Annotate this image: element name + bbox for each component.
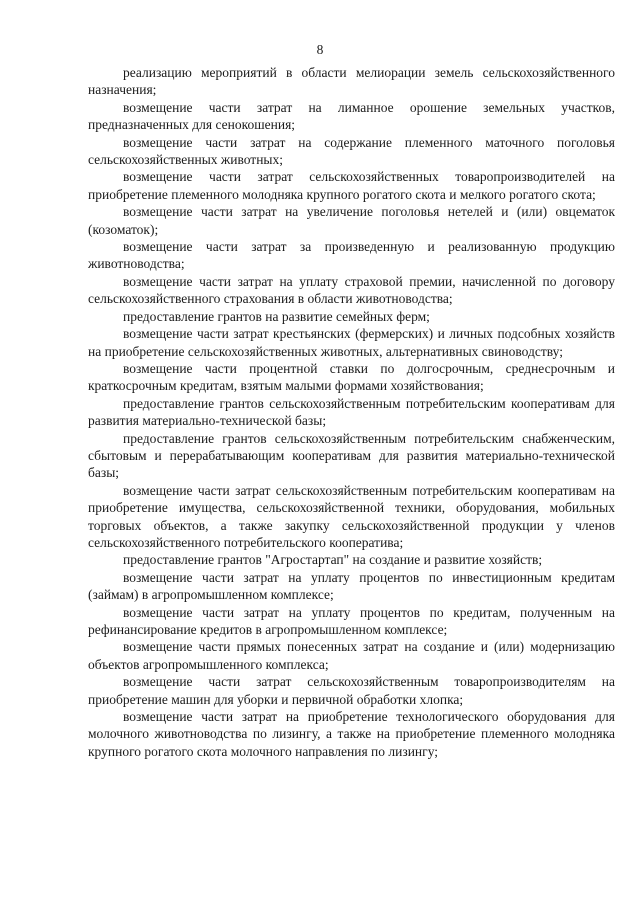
paragraph-10: возмещение части процентной ставки по долгосрочным, среднесрочным и краткосрочным кредитам, взятым малыми формами хозяйствования; [88,360,615,394]
paragraph-9: возмещение части затрат крестьянских (фермерских) и личных подсобных хозяйств на приобретение сельскохозяйственных животных, альтернативных свиноводству; [88,326,615,359]
paragraph-19: возмещение части затрат на приобретение технологического оборудования для молочного животноводства по лизингу, а также на приобретение племенного молодняка крупного рогатого скота молочного направления по лизингу; [88,709,615,759]
paragraph-3: возмещение части затрат на содержание племенного маточного поголовья сельскохозяйственных животных; [88,134,615,168]
paragraph-16: возмещение части затрат на уплату процентов по кредитам, полученным на рефинансирование кредитов в агропромышленном комплексе; [88,604,615,637]
paragraph-17: возмещение части прямых понесенных затрат на создание и (или) модернизацию объектов агропромышленного комплекса; [88,639,615,672]
paragraph-5: возмещение части затрат на увеличение поголовья нетелей и (или) овцематок (козоматок); [88,204,615,237]
paragraph-6: возмещение части затрат за произведенную и реализованную продукцию животноводства; [88,239,615,272]
paragraph-12: предоставление грантов сельскохозяйственным потребительским снабженческим, сбытовым и перерабатывающим кооперативам для развития материально-технической базы; [88,430,615,481]
paragraph-13: возмещение части затрат сельскохозяйственным потребительским кооперативам на приобретение имущества, сельскохозяйственной техники, оборудования, мобильных торговых объектов, а также закупку сельскохозяйственной продукции у членов сельскохозяйственного потребительского кооператива; [88,482,615,550]
paragraph-8: предоставление грантов на развитие семейных ферм; [123,308,430,324]
paragraph-18: возмещение части затрат сельскохозяйственным товаропроизводителям на приобретение машин для уборки и первичной обработки хлопка; [88,674,615,707]
document-body [88,64,615,760]
page-number: 8 [316,42,324,57]
paragraph-11: предоставление грантов сельскохозяйственным потребительским кооперативам для развития материально-технической базы; [88,395,615,429]
paragraph-4: возмещение части затрат сельскохозяйственных товаропроизводителей на приобретение племенного молодняка крупного рогатого скота и мелкого рогатого скота; [88,169,615,202]
paragraph-14: предоставление грантов "Агростартап" на создание и развитие хозяйств; [123,552,543,568]
paragraph-1: реализацию мероприятий в области мелиорации земель сельскохозяйственного назначения; [88,65,615,98]
paragraph-15: возмещение части затрат на уплату процентов по инвестиционным кредитам (займам) в агропромышленном комплексе; [88,569,615,603]
paragraph-2: возмещение части затрат на лиманное орошение земельных участков, предназначенных для сенокошения; [88,99,615,133]
paragraph-7: возмещение части затрат на уплату страховой премии, начисленной по договору сельскохозяйственного страхования в области животноводства; [88,273,615,307]
